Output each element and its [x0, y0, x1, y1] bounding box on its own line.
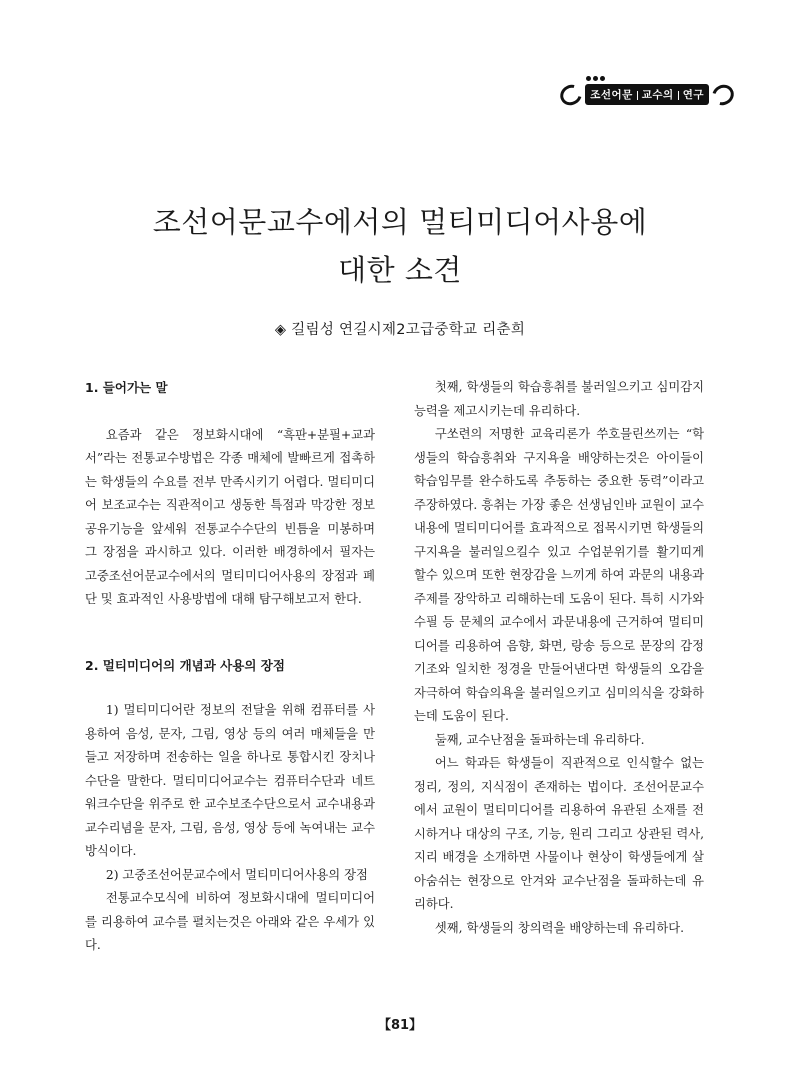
author-byline: ◈ 길림성 연길시제2고급중학교 리춘희 — [274, 322, 526, 338]
point-one-paragraph: 구쏘련의 저명한 교육리론가 쑤호믈린쓰끼는 “학생들의 학습흥취와 구지욕을 배양하는것은 아이들이 학습임무를 완수하도록 추동하는 중요한 동력”이라고 주장하였다. 흥취는 가장 좋은 선생님인바 교원이 교수내용에 멀티미디어를 효과적으로 접목시키면 학생들의 구지욕을 불러일으킬수 있고 수업분위기를 활기띠게 할수 있으며 또한 현장감을 느끼게 하여 과문의 내용과 주제를 장악하고 리해하는데 도움이 된다. 특히 시가와 수필 등 문체의 교수에서 과문내용에 근거하여 멀티미디어를 리용하여 음향, 화면, 랑송 등으로 문장의 감정기조와 일치한 정경을 만들어낸다면 학생들의 오감을 자극하여 학습의욕을 불러일으키고 심미의식을 강화하는데 도움이 된다. — [414, 427, 704, 723]
point-two-paragraph: 어느 학과든 학생들이 직관적으로 인식할수 없는 정리, 정의, 지식점이 존재하는 법이다. 조선어문교수에서 교원이 멀티미디어를 리용하여 유관된 소재를 전시하거나 대상의 구조, 기능, 원리 그리고 상관된 력사, 지리 배경을 소개하면 사물이나 현상이 학생들에게 살아숨쉬는 현장으로 안겨와 교수난점을 돌파하는데 유리하다. — [414, 756, 704, 911]
definition-paragraph: 1) 멀티미디어란 정보의 전달을 위해 컴퓨터를 사용하여 음성, 문자, 그림, 영상 등의 여러 매체들을 만들고 저장하며 전송하는 일을 하나로 통합시킨 장치나 수단을 말한다. 멀티미디어교수는 컴퓨터수단과 네트워크수단을 위주로 한 교수보조수단으로서 교수내용과 교수리념을 문자, 그림, 음성, 영상 등에 녹여내는 교수방식이다. — [85, 703, 375, 858]
subheading-advantages: 2) 고중조선어문교수에서 멀티미디어사용의 장점 — [105, 867, 368, 882]
article-title — [0, 198, 800, 294]
badge-dots-decoration — [586, 76, 605, 81]
left-column — [85, 376, 375, 958]
swirl-ornament-icon — [557, 80, 586, 108]
right-column — [414, 376, 704, 940]
page-number: 【81】 — [377, 1018, 423, 1033]
section-label-part: 교수의 — [641, 89, 674, 101]
section-heading-intro: 1. 들어가는 말 — [85, 380, 168, 395]
title-line-2: 대한 소견 — [338, 253, 462, 287]
point-one-heading: 첫째, 학생들의 학습흥취를 불러일으키고 심미감지능력을 제고시키는데 유리하다. — [414, 380, 704, 418]
section-label-part: 조선어문 — [590, 89, 633, 101]
point-three-heading: 셋째, 학생들의 창의력을 배양하는데 유리하다. — [434, 920, 685, 935]
advantages-intro-paragraph: 전통교수모식에 비하여 정보화시대에 멀티미디어를 리용하여 교수를 펼치는것은 아래와 같은 우세가 있다. — [85, 891, 375, 952]
section-label — [585, 84, 709, 105]
journal-header-badge — [560, 84, 734, 105]
point-two-heading: 둘째, 교수난점을 돌파하는데 유리하다. — [434, 732, 645, 747]
section-heading-multimedia: 2. 멀티미디어의 개념과 사용의 장점 — [85, 657, 285, 673]
section-label-part: 연구 — [682, 89, 704, 101]
intro-paragraph: 요즘과 같은 정보화시대에 “흑판+분필+교과서”라는 전통교수방법은 각종 매체에 발빠르게 접촉하는 학생들의 수요를 전부 만족시키기 어렵다. 멀티미디어 보조교수는 직관적이고 생동한 특점과 막강한 정보공유기능을 앞세워 전통교수수단의 빈틈을 미봉하며 그 장점을 과시하고 있다. 이러한 배경하에서 필자는 고중조선어문교수에서의 멀티미디어사용의 장점과 폐단 및 효과적인 사용방법에 대해 탐구해보고저 한다. — [85, 427, 375, 606]
swirl-ornament-icon — [708, 80, 737, 108]
title-line-1: 조선어문교수에서의 멀티미디어사용에 — [152, 205, 648, 239]
